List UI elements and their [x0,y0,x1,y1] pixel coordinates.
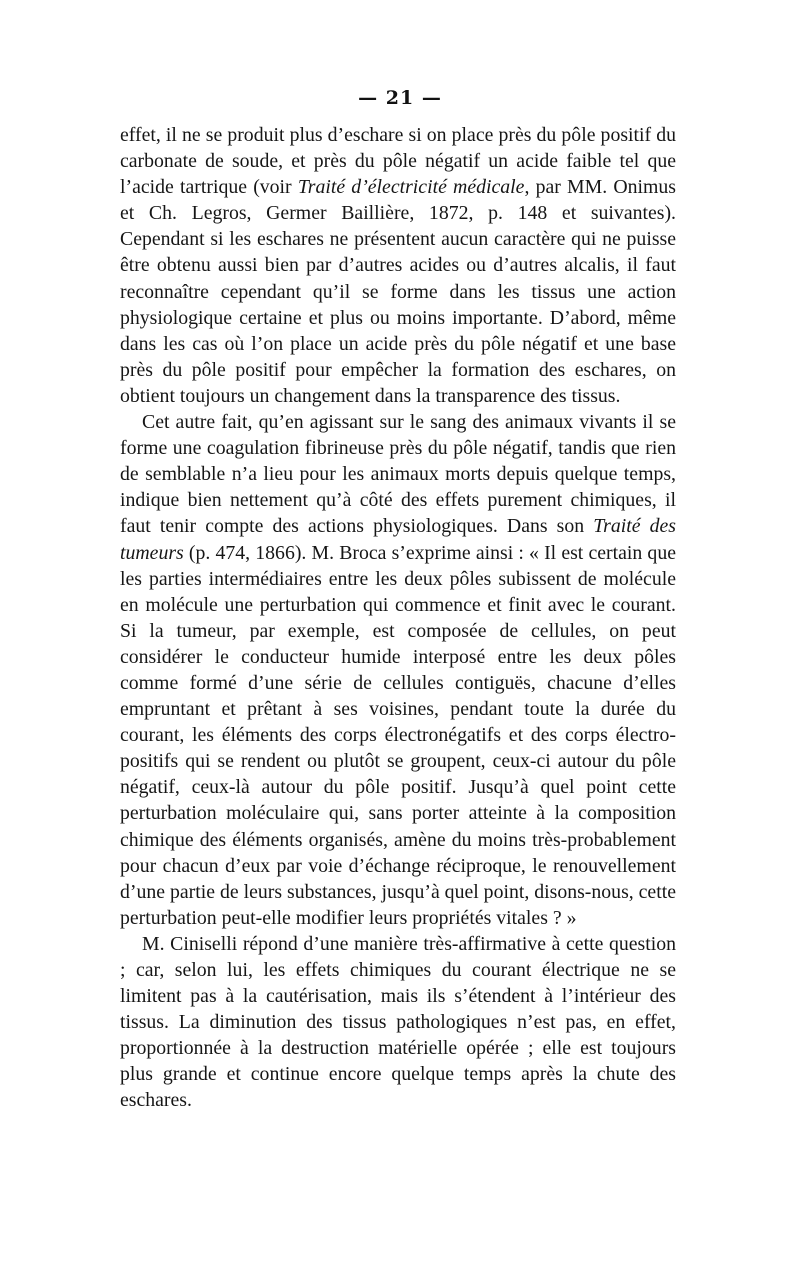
paragraph-3 [120,931,676,1114]
paragraph-1-book-title: Traité d’électricité médicale [297,176,525,199]
paragraph-2-text-before: Cet autre fait, qu’en agissant sur le sang des animaux vivants il se forme une coagulation fibrineuse près du pôle négatif, tandis que rien de semblable n’a lieu pour les animaux morts depuis quelque temps, indique bien nettement qu’à côté des effets purement chimiques, il faut tenir compte des actions physiologiques. Dans son [120,411,676,538]
paragraph-1 [120,122,676,409]
paragraph-1-text-before: effet, il ne se produit plus d’eschare si on place près du pôle positif du carbonate de soude, et près du pôle négatif un acide faible tel que l’acide tartrique (voir [120,124,676,199]
page-body [120,122,676,1114]
paragraph-2 [120,409,676,931]
page-number: — 21 — [358,87,442,109]
paragraph-2-book-title: Traité des tumeurs [120,515,676,564]
paragraph-1-text-after: , par MM. Onimus et Ch. Legros, Germer Baillière, 1872, p. 148 et suivantes). Cependant si les eschares ne présentent aucun caractère qui ne puisse être obtenu aussi bien par d’autres acides ou d’autres alcalis, il faut reconnaître cependant qu’il se forme dans les tissus une action physiologique certaine et plus ou moins importante. D’abord, même dans les cas où l’on place un acide près du pôle négatif et une base près du pôle positif pour empêcher la formation des eschares, on obtient toujours un changement dans la transparence des tissus. [120,176,676,407]
paragraph-2-text-after: (p. 474, 1866). M. Broca s’exprime ainsi : « Il est certain que les parties intermédiaires entre les deux pôles subissent de molécule en molécule une perturbation qui commence et finit avec le courant. Si la tumeur, par exemple, est composée de cellules, on peut considérer le conducteur humide interposé entre les deux pôles comme formé d’une série de cellules contiguës, chacune d’elles empruntant et prêtant à ses voisines, pendant toute la durée du courant, les éléments des corps électronégatifs et des corps électro-positifs qui se rendent ou plutôt se groupent, ceux-ci autour du pôle négatif, ceux-là autour du pôle positif. Jusqu’à quel point cette perturbation moléculaire qui, sans porter atteinte à la composition chimique des éléments organisés, amène du moins très-probablement pour chacun d’eux par voie d’échange réciproque, le renouvellement d’une partie de leurs substances, jusqu’à quel point, disons-nous, cette perturbation peut-elle modifier leurs propriétés vitales ? » [120,541,676,929]
paragraph-3-text: M. Ciniselli répond d’une manière très-affirmative à cette question ; car, selon lui, les effets chimiques du courant électrique ne se limitent pas à la cautérisation, mais ils s’étendent à l’intérieur des tissus. La diminution des tissus pathologiques n’est pas, en effet, proportionnée à la destruction matérielle opérée ; elle est toujours plus grande et continue encore quelque temps après la chute des eschares. [120,932,676,1112]
